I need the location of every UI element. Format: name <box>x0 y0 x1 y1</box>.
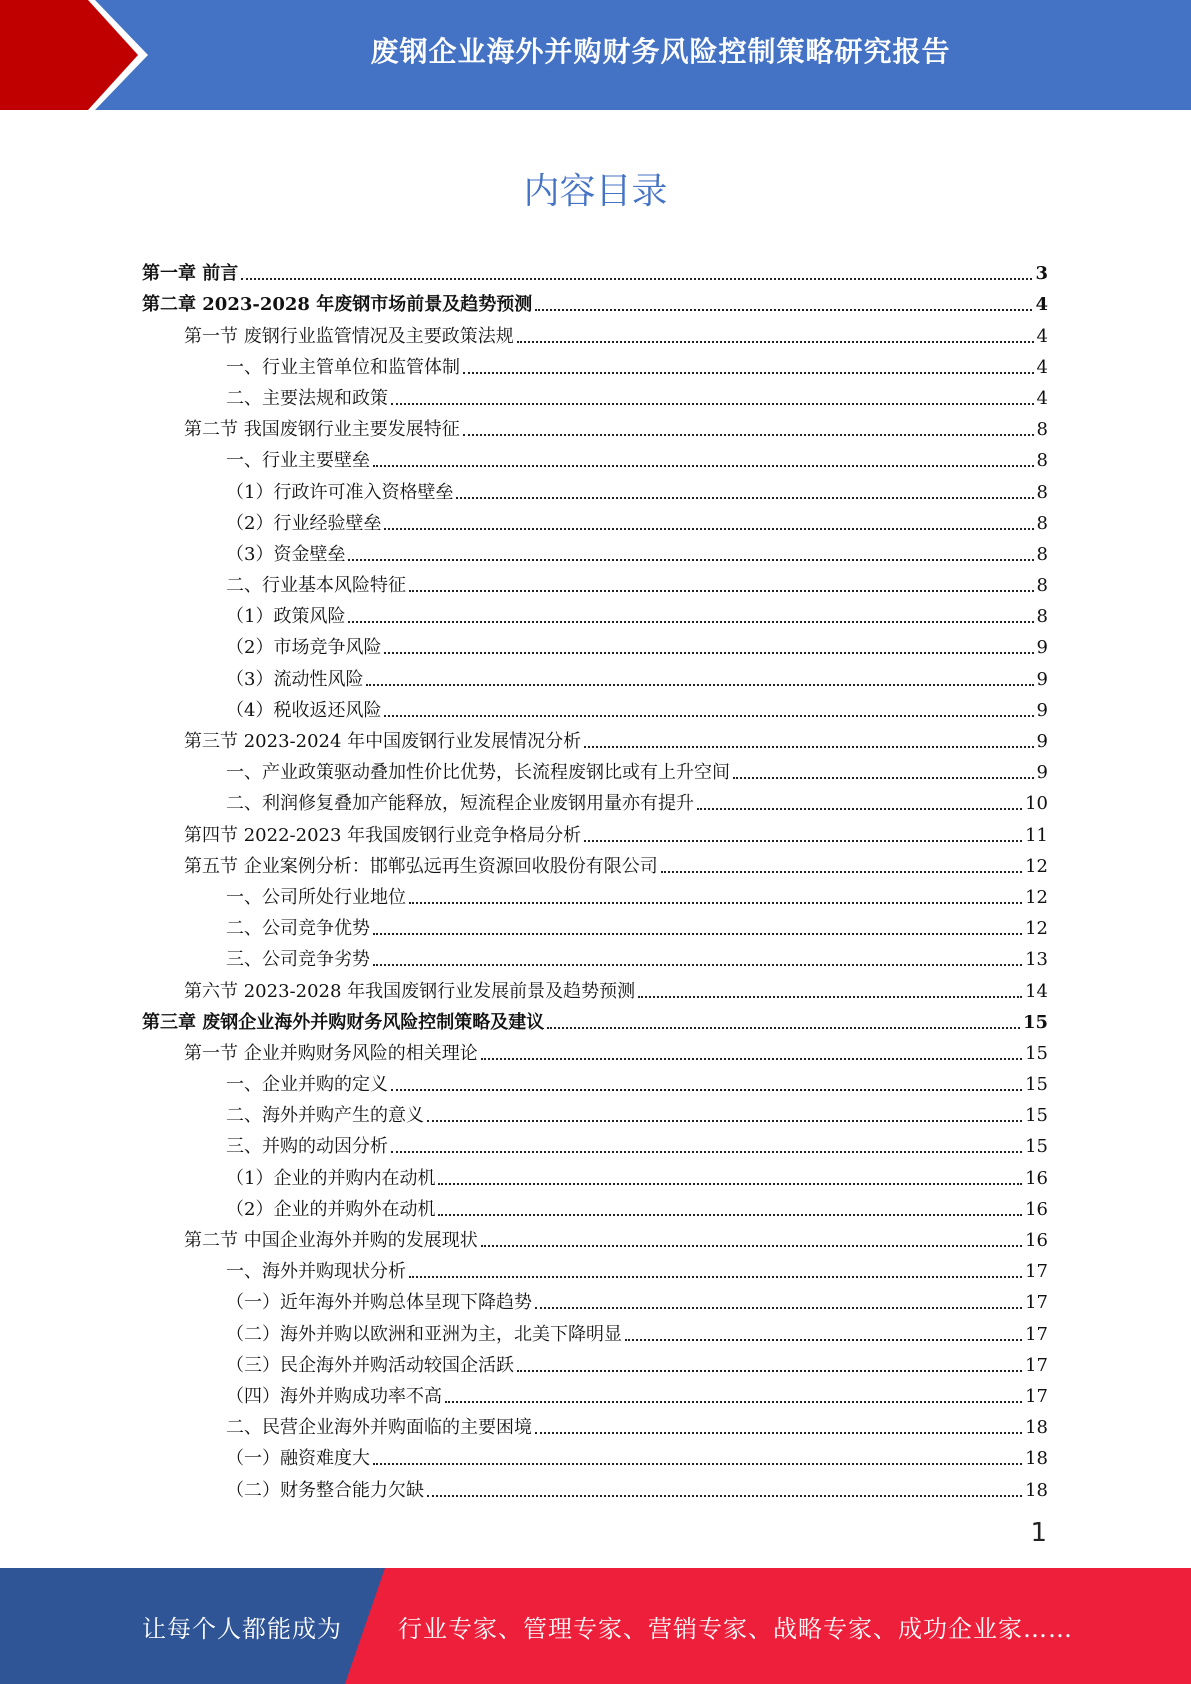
toc-entry-label: 第二节 中国企业海外并购的发展现状 <box>184 1230 478 1251</box>
toc-entry-label: （二）财务整合能力欠缺 <box>226 1479 424 1501</box>
toc-entry-page: 10 <box>1025 793 1048 815</box>
toc-entry-label: 二、民营企业海外并购面临的主要困境 <box>226 1417 532 1439</box>
toc-entry-label: （2）行业经验壁垒 <box>226 512 382 534</box>
toc-entry-page: 15 <box>1025 1136 1048 1158</box>
toc-entry-page: 12 <box>1025 918 1048 940</box>
toc-entry-page: 13 <box>1025 949 1048 971</box>
toc-entry-page: 8 <box>1036 512 1048 534</box>
toc-leader-dots <box>427 1495 1022 1497</box>
toc-entry-label: 第一节 企业并购财务风险的相关理论 <box>184 1042 478 1064</box>
toc-leader-dots <box>348 621 1033 623</box>
toc-entry[interactable] <box>142 441 1048 472</box>
toc-entry-label: 第六节 2023-2028 年我国废钢行业发展前景及趋势预测 <box>184 980 636 1002</box>
toc-leader-dots <box>384 715 1033 717</box>
toc-entry-page: 3 <box>1035 263 1048 285</box>
toc-entry-page: 12 <box>1025 855 1048 877</box>
toc-entry-page: 8 <box>1036 575 1048 597</box>
toc-entry[interactable] <box>142 1377 1048 1408</box>
toc-entry[interactable] <box>142 1127 1048 1158</box>
toc-leader-dots <box>481 1245 1022 1247</box>
footer-slogan-left: 让每个人都能成为 <box>142 1614 342 1643</box>
toc-entry[interactable] <box>142 1439 1048 1470</box>
footer-slogan-right: 行业专家、管理专家、营销专家、战略专家、成功企业家…… <box>398 1614 1073 1643</box>
toc-leader-dots <box>638 996 1022 998</box>
page-footer <box>0 1568 1191 1684</box>
toc-entry-label: （3）资金壁垒 <box>226 543 346 565</box>
toc-entry-page: 8 <box>1036 606 1048 628</box>
toc-entry-page: 12 <box>1025 886 1048 908</box>
toc-entry-page: 8 <box>1036 543 1048 565</box>
toc-entry[interactable] <box>142 254 1048 285</box>
toc-entry-label: （三）民企海外并购活动较国企活跃 <box>226 1354 514 1376</box>
toc-entry-page: 17 <box>1025 1292 1048 1314</box>
toc-entry[interactable] <box>142 1408 1048 1439</box>
toc-leader-dots <box>535 309 1032 311</box>
toc-entry-page: 16 <box>1025 1198 1048 1220</box>
toc-entry-label: 三、并购的动因分析 <box>226 1136 388 1158</box>
toc-leader-dots <box>391 1089 1022 1091</box>
toc-entry-page: 9 <box>1036 762 1048 784</box>
toc-entry-page: 4 <box>1035 294 1048 316</box>
toc-leader-dots <box>438 1214 1022 1216</box>
toc-leader-dots <box>384 528 1033 530</box>
toc-leader-dots <box>409 590 1034 592</box>
toc-leader-dots <box>463 434 1034 436</box>
toc-entry[interactable] <box>142 1346 1048 1377</box>
toc-entry-page: 18 <box>1025 1448 1048 1470</box>
toc-entry-page: 4 <box>1036 356 1048 378</box>
toc-entry-page: 17 <box>1025 1354 1048 1376</box>
toc-leader-dots <box>517 1370 1022 1372</box>
toc-leader-dots <box>438 1183 1022 1185</box>
toc-entry[interactable] <box>142 535 1048 566</box>
toc-entry-label: 第三章 废钢企业海外并购财务风险控制策略及建议 <box>142 1011 545 1033</box>
toc-entry[interactable] <box>142 566 1048 597</box>
toc-entry-label: （1）企业的并购内在动机 <box>226 1167 436 1189</box>
toc-entry-label: 一、产业政策驱动叠加性价比优势，长流程废钢比或有上升空间 <box>226 762 730 784</box>
toc-leader-dots <box>409 902 1022 904</box>
toc-entry-page: 18 <box>1025 1417 1048 1439</box>
toc-entry-page: 16 <box>1025 1167 1048 1189</box>
toc-entry-label: 第一章 前言 <box>142 263 239 285</box>
toc-entry-label: （1）行政许可准入资格壁垒 <box>226 481 454 503</box>
toc-entry[interactable] <box>142 316 1048 347</box>
toc-entry[interactable] <box>142 753 1048 784</box>
toc-entry-label: （2）企业的并购外在动机 <box>226 1198 436 1220</box>
toc-leader-dots <box>584 746 1033 748</box>
toc-entry[interactable] <box>142 940 1048 971</box>
toc-entry[interactable] <box>142 472 1048 503</box>
toc-entry-label: （一）融资难度大 <box>226 1448 370 1470</box>
toc-entry-label: 二、行业基本风险特征 <box>226 575 406 597</box>
toc-leader-dots <box>733 777 1034 779</box>
toc-entry-label: （一）近年海外并购总体呈现下降趋势 <box>226 1292 532 1314</box>
toc-entry[interactable] <box>142 1470 1048 1501</box>
toc-entry-label: （3）流动性风险 <box>226 668 364 690</box>
toc-leader-dots <box>391 403 1034 405</box>
toc-leader-dots <box>348 559 1033 561</box>
toc-leader-dots <box>373 465 1034 467</box>
toc-entry-page: 18 <box>1025 1479 1048 1501</box>
toc-entry-page: 17 <box>1025 1323 1048 1345</box>
toc-entry[interactable] <box>142 348 1048 379</box>
toc-entry-label: （1）政策风险 <box>226 606 346 628</box>
toc-leader-dots <box>366 684 1033 686</box>
toc-entry[interactable] <box>142 909 1048 940</box>
table-of-contents <box>142 254 1048 1502</box>
toc-leader-dots <box>241 278 1032 280</box>
toc-entry-page: 15 <box>1025 1074 1048 1096</box>
toc-entry-label: 一、海外并购现状分析 <box>226 1261 406 1283</box>
toc-leader-dots <box>661 871 1022 873</box>
toc-entry[interactable] <box>142 1096 1048 1127</box>
toc-leader-dots <box>391 1151 1022 1153</box>
toc-entry-label: 第五节 企业案例分析：邯郸弘远再生资源回收股份有限公司 <box>184 855 658 877</box>
toc-entry[interactable] <box>142 691 1048 722</box>
toc-leader-dots <box>409 1276 1022 1278</box>
page-number: 1 <box>1030 1518 1047 1548</box>
toc-entry-label: 二、利润修复叠加产能释放，短流程企业废钢用量亦有提升 <box>226 793 694 815</box>
toc-entry[interactable] <box>142 971 1048 1002</box>
report-title: 废钢企业海外并购财务风险控制策略研究报告 <box>370 35 951 68</box>
toc-entry-page: 4 <box>1036 325 1048 347</box>
toc-entry[interactable] <box>142 504 1048 535</box>
toc-leader-dots <box>481 1058 1022 1060</box>
toc-entry[interactable] <box>142 597 1048 628</box>
toc-entry[interactable] <box>142 847 1048 878</box>
toc-leader-dots <box>517 341 1034 343</box>
toc-entry[interactable] <box>142 1158 1048 1189</box>
toc-leader-dots <box>547 1027 1020 1029</box>
page-header <box>0 0 1191 110</box>
toc-entry-page: 9 <box>1036 699 1048 721</box>
toc-leader-dots <box>697 808 1022 810</box>
toc-leader-dots <box>625 1339 1022 1341</box>
toc-entry[interactable] <box>142 722 1048 753</box>
toc-entry-page: 8 <box>1036 481 1048 503</box>
toc-leader-dots <box>445 1401 1022 1403</box>
toc-entry-page: 14 <box>1025 980 1048 1002</box>
toc-entry-label: （4）税收返还风险 <box>226 699 382 721</box>
toc-entry-page: 9 <box>1036 637 1048 659</box>
toc-entry-page: 15 <box>1022 1011 1048 1033</box>
toc-entry-page: 9 <box>1036 668 1048 690</box>
toc-entry-page: 17 <box>1025 1385 1048 1407</box>
toc-entry-label: （二）海外并购以欧洲和亚洲为主，北美下降明显 <box>226 1323 622 1345</box>
toc-entry[interactable] <box>142 1221 1048 1252</box>
toc-entry[interactable] <box>142 410 1048 441</box>
toc-entry-label: 一、行业主要壁垒 <box>226 450 370 472</box>
toc-leader-dots <box>427 1120 1022 1122</box>
toc-entry[interactable] <box>142 1034 1048 1065</box>
toc-entry-label: 三、公司竞争劣势 <box>226 949 370 971</box>
toc-entry-label: 一、行业主管单位和监管体制 <box>226 356 460 378</box>
toc-entry[interactable] <box>142 628 1048 659</box>
toc-entry[interactable] <box>142 784 1048 815</box>
toc-leader-dots <box>463 372 1034 374</box>
toc-entry-label: 二、公司竞争优势 <box>226 918 370 940</box>
toc-entry[interactable] <box>142 1003 1048 1034</box>
toc-entry-label: 第三节 2023-2024 年中国废钢行业发展情况分析 <box>184 731 582 752</box>
toc-entry-page: 16 <box>1025 1230 1048 1251</box>
toc-entry-page: 8 <box>1036 419 1048 441</box>
toc-entry-page: 8 <box>1036 450 1048 472</box>
toc-entry[interactable] <box>142 659 1048 690</box>
toc-leader-dots <box>535 1307 1022 1309</box>
toc-entry-page: 17 <box>1025 1261 1048 1283</box>
toc-entry-page: 11 <box>1025 824 1048 846</box>
toc-entry-label: 二、主要法规和政策 <box>226 387 388 409</box>
toc-entry-label: 第一节 废钢行业监管情况及主要政策法规 <box>184 325 514 347</box>
toc-entry[interactable] <box>142 1283 1048 1314</box>
toc-entry-label: （2）市场竞争风险 <box>226 637 382 659</box>
toc-entry-label: （四）海外并购成功率不高 <box>226 1385 442 1407</box>
toc-entry[interactable] <box>142 1065 1048 1096</box>
toc-leader-dots <box>456 497 1033 499</box>
toc-entry[interactable] <box>142 878 1048 909</box>
toc-entry-label: 第二节 我国废钢行业主要发展特征 <box>184 419 460 441</box>
toc-entry[interactable] <box>142 815 1048 846</box>
toc-entry-label: 一、企业并购的定义 <box>226 1074 388 1096</box>
toc-entry[interactable] <box>142 285 1048 316</box>
toc-entry-label: 第二章 2023-2028 年废钢市场前景及趋势预测 <box>142 294 533 316</box>
toc-entry-label: 二、海外并购产生的意义 <box>226 1105 424 1127</box>
toc-leader-dots <box>535 1432 1022 1434</box>
toc-entry[interactable] <box>142 379 1048 410</box>
toc-entry-page: 9 <box>1036 731 1048 752</box>
toc-entry-label: 第四节 2022-2023 年我国废钢行业竞争格局分析 <box>184 824 582 846</box>
toc-entry[interactable] <box>142 1314 1048 1345</box>
toc-entry[interactable] <box>142 1252 1048 1283</box>
toc-leader-dots <box>373 964 1022 966</box>
toc-leader-dots <box>584 840 1022 842</box>
toc-leader-dots <box>373 1463 1022 1465</box>
toc-leader-dots <box>384 652 1033 654</box>
toc-heading: 内容目录 <box>523 171 668 212</box>
toc-entry-page: 15 <box>1025 1042 1048 1064</box>
toc-entry-label: 一、公司所处行业地位 <box>226 886 406 908</box>
toc-entry[interactable] <box>142 1190 1048 1221</box>
toc-entry-page: 15 <box>1025 1105 1048 1127</box>
toc-leader-dots <box>373 933 1022 935</box>
toc-entry-page: 4 <box>1036 387 1048 409</box>
